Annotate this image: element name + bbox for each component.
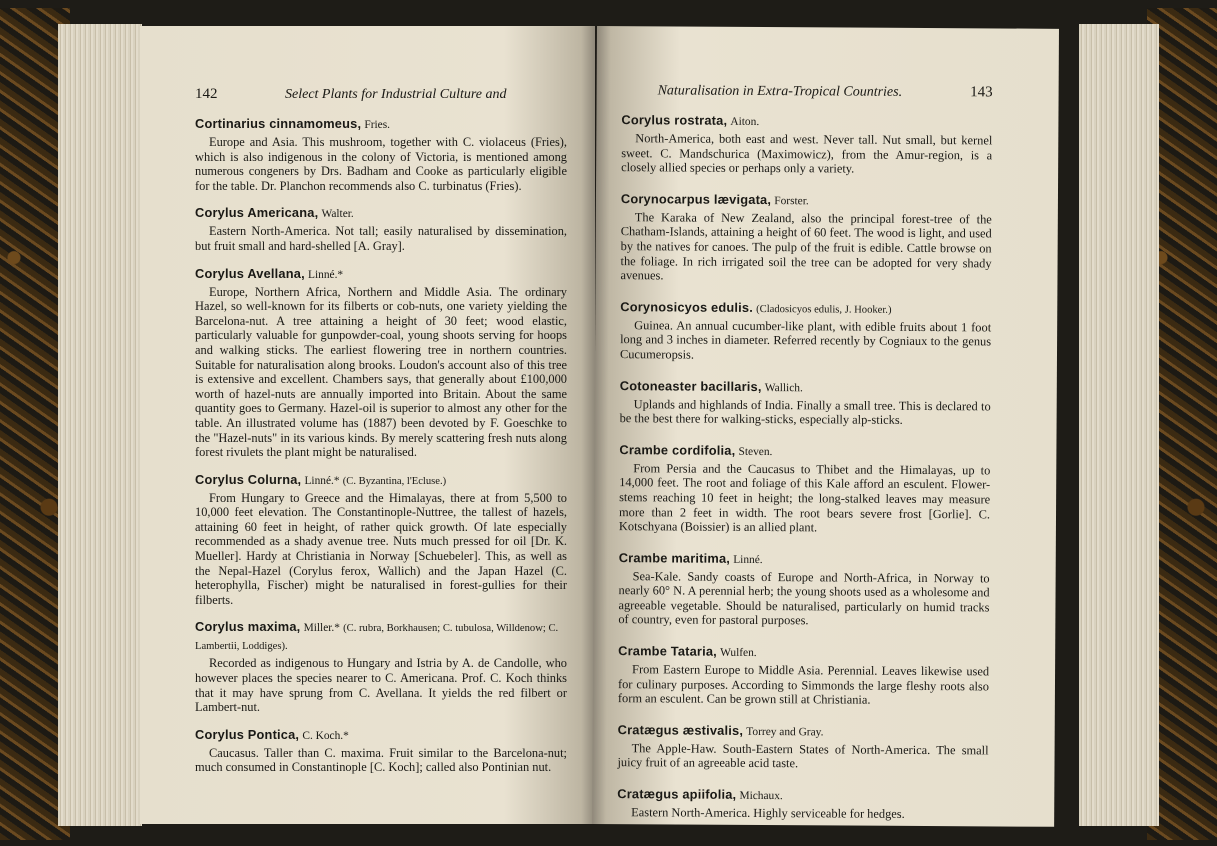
entry-heading <box>195 115 567 134</box>
entry-description: Uplands and highlands of India. Finally a small tree. This is declared to be the best there for walking-sticks, especially alp-sticks. <box>619 396 991 428</box>
entry-description: Recorded as indigenous to Hungary and Istria by A. de Candolle, who however places the species nearer to C. Americana. Prof. C. Koch thinks that it may have sprung from C. Avellana. It yields the red filbert or Lambert-nut. <box>195 656 567 715</box>
plant-entry <box>620 298 991 364</box>
species-author: Wallich. <box>764 381 803 394</box>
running-title: Naturalisation in Extra-Tropical Countries. <box>657 83 903 100</box>
species-name: Cratægus apiifolia, <box>617 786 737 802</box>
plant-entry <box>621 111 992 177</box>
running-header <box>195 86 567 103</box>
species-name: Corylus maxima, <box>195 619 301 635</box>
entry-heading <box>195 204 567 223</box>
entry-list <box>195 115 567 775</box>
species-name: Corynosicyos edulis. <box>620 298 754 315</box>
species-name: Corylus Pontica, <box>195 726 300 742</box>
species-author: Forster. <box>774 194 809 208</box>
entry-heading <box>620 377 991 398</box>
entry-description: Sea-Kale. Sandy coasts of Europe and North-Africa, in Norway to nearly 60° N. A perennial herb; the young shoots used as a wholesome and agreeable vegetable. Should be naturalised, particularly on humid tracks of country, even for pastoral purposes. <box>618 568 990 628</box>
plant-entry <box>195 265 567 460</box>
entry-description: North-America, both east and west. Never tall. Nut small, but kernel sweet. C. Mandschurica (Maximowicz), from the Amur-region, is a closely allied species or perhaps only a variety. <box>621 131 993 176</box>
synonyms: (Cladosicyos edulis, J. Hooker.) <box>756 303 892 316</box>
species-name: Crambe Tataria, <box>618 643 718 659</box>
species-name: Corylus Avellana, <box>195 265 305 281</box>
species-author: Aiton. <box>730 115 760 128</box>
entry-heading <box>195 265 567 284</box>
species-name: Crambe cordifolia, <box>619 441 736 458</box>
plant-entry <box>195 204 567 253</box>
left-page <box>140 26 595 824</box>
running-header <box>622 82 993 101</box>
page-edges-left <box>58 24 142 826</box>
species-name: Cratægus æstivalis, <box>617 721 744 738</box>
entry-description: Caucasus. Taller than C. maxima. Fruit similar to the Barcelona-nut; much consumed in Constantinople [C. Koch]; called also Pontinian nut. <box>195 745 567 775</box>
species-name: Corylus rostrata, <box>621 112 728 128</box>
entry-description: Eastern North-America. Highly serviceable for hedges. <box>631 805 905 821</box>
entry-heading <box>619 441 990 462</box>
species-author: Linné.* <box>308 268 344 281</box>
species-author: Fries. <box>364 119 391 131</box>
entry-heading <box>621 190 992 211</box>
synonyms: (C. rubra, Borkhausen; C. tubulosa, Willdenow; C. Lambertii, Loddiges). <box>195 623 559 653</box>
synonyms: (C. Byzantina, l'Ecluse.) <box>342 475 447 487</box>
entry-heading <box>618 642 989 663</box>
entry-description: The Karaka of New Zealand, also the principal forest-tree of the Chatham-Islands, attaining a height of 60 feet. The wood is light, and used by the natives for canoes. The pulp of the fruit is edible. Cattle browse on the foliage. In rich irrigated soil the tree can be adopted for very shady avenues. <box>620 210 992 283</box>
entry-heading <box>617 785 988 806</box>
plant-entry <box>618 642 989 708</box>
plant-entry <box>619 441 991 536</box>
entry-description: From Persia and the Caucasus to Thibet and the Himalayas, up to 14,000 feet. The root and foliage of this Kale afford an esculent. Flower-stems reaching 10 feet in height; the long-stalked leaves may measure more than 2 feet in width. The root bears severe frost [Gorlie]. C. Kotschyana (Boissier) is an allied plant. <box>618 460 991 535</box>
species-author: Walter. <box>321 208 354 221</box>
entry-heading <box>195 618 567 655</box>
entry-description: From Hungary to Greece and the Himalayas, there at from 5,500 to 10,000 feet elevation. The Constantinople-Nuttree, the tallest of hazels, attaining 60 feet in height, of rather quick growth. Of late especially recommended as a shady avenue tree. Nuts much pressed for oil [Dr. K. Mueller]. Hardy at Christiania in Norway [Schuebeler]. This, as well as the Nepal-Hazel (Corylus ferox, Wallich) and the Japan Hazel (C. heterophylla, Fischer) might be naturalised in forest-gullies for their filberts. <box>195 490 567 607</box>
species-name: Cotoneaster bacillaris, <box>619 377 762 394</box>
entry-description: The Apple-Haw. South-Eastern States of North-America. The small juicy fruit of an agreeable acid taste. <box>617 741 989 771</box>
species-author: Wulfen. <box>720 646 757 660</box>
plant-entry <box>617 785 988 822</box>
species-name: Cortinarius cinnamomeus, <box>195 116 362 131</box>
species-author: Linné.* <box>304 474 340 487</box>
species-author: Torrey and Gray. <box>746 725 824 739</box>
entry-description: From Eastern Europe to Middle Asia. Perennial. Leaves likewise used for culinary purposes. According to Simmonds the large fleshy roots also form an esculent. Can be grown still at Christiania. <box>617 662 990 707</box>
page-edges-right <box>1079 24 1159 826</box>
entry-heading <box>195 726 567 745</box>
plant-entry <box>195 726 567 775</box>
entry-description: Europe and Asia. This mushroom, together with C. violaceus (Fries), which is also indigenous in the colony of Victoria, is mentioned among numerous congeners by Drs. Badham and Cooke as particularly eligible for the table. Dr. Planchon recommends also C. turbinatus (Fries). <box>195 135 567 193</box>
plant-entry <box>195 618 567 714</box>
entry-list <box>617 111 992 822</box>
plant-entry <box>618 549 989 630</box>
entry-heading <box>195 471 567 490</box>
entry-description: Eastern North-America. Not tall; easily naturalised by dissemination, but fruit small and hard-shelled [A. Gray]. <box>195 224 567 253</box>
plant-entry <box>617 721 988 772</box>
page-number: 143 <box>970 84 993 101</box>
plant-entry <box>620 190 992 285</box>
running-title: Select Plants for Industrial Culture and <box>285 87 507 102</box>
page-number: 142 <box>195 86 218 102</box>
entry-description: Europe, Northern Africa, Northern and Middle Asia. The ordinary Hazel, so well-known for its filberts or cob-nuts, one variety yielding the Barcelona-nut. A tree attaining a height of 30 feet; wood elastic, particularly valuable for gunpowder-coal, young shoots serving for hoops and walking sticks. The earliest flowering tree in northern countries. Suitable for naturalisation along brooks. Loudon's account also of this tree is extensive and excellent. Chambers says, that generally about £100,000 worth of hazel-nuts are annually imported into Britain. About the same quantity goes to Germany. Hazel-oil is superior to almost any other for the table. An illustrated volume has (1887) been devoted by F. Goeschke to the "Hazel-nuts" in its various kinds. By merely scattering fresh nuts along forest rivulets the plant might be naturalised. <box>195 284 567 460</box>
plant-entry <box>195 115 567 193</box>
entry-heading <box>619 549 990 570</box>
species-name: Corynocarpus lævigata, <box>620 190 772 207</box>
entry-heading <box>620 298 991 319</box>
entry-heading <box>618 721 989 742</box>
species-author: Linné. <box>733 553 763 566</box>
species-name: Corylus Americana, <box>195 205 319 221</box>
species-name: Corylus Colurna, <box>195 471 302 487</box>
right-page <box>592 26 1059 827</box>
plant-entry <box>620 377 991 428</box>
species-author: Steven. <box>738 445 773 458</box>
plant-entry <box>195 471 567 608</box>
species-author: C. Koch.* <box>302 729 349 742</box>
entry-description: Guinea. An annual cucumber-like plant, with edible fruits about 1 foot long and 3 inches in diameter. Referred recently by Cogniaux to the genus Cucumeropsis. <box>619 317 992 362</box>
species-name: Crambe maritima, <box>618 549 731 566</box>
species-author: Michaux. <box>739 789 783 803</box>
species-author: Miller.* <box>303 622 340 635</box>
entry-heading <box>621 111 992 132</box>
